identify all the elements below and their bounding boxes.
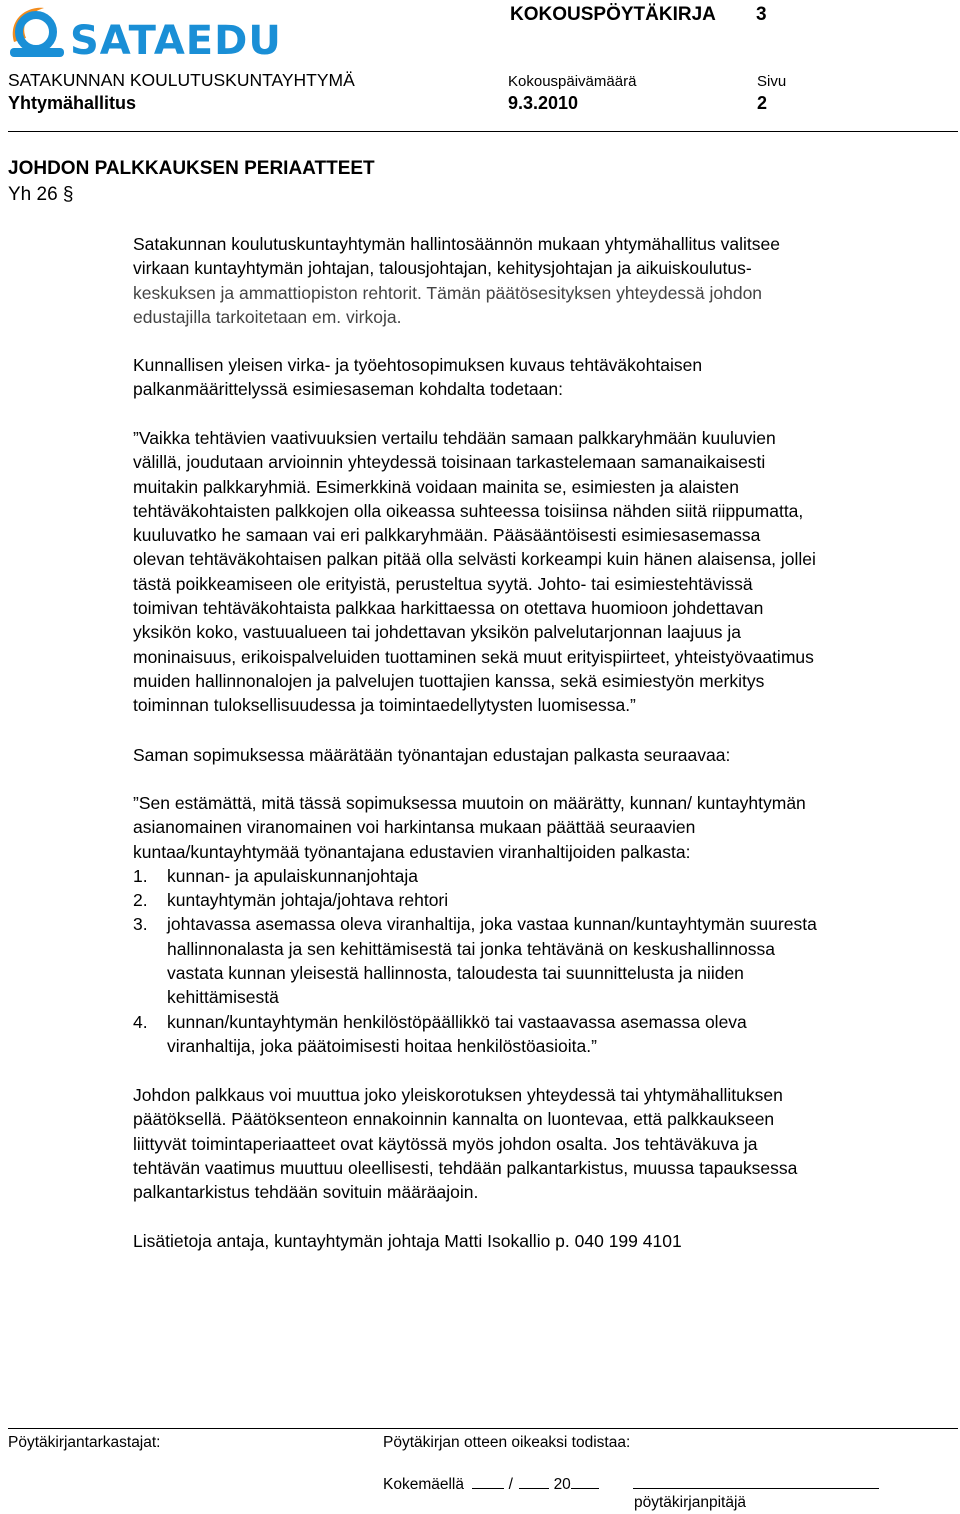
quote-employer-pay xyxy=(133,791,955,1058)
pay-changes-paragraph xyxy=(133,1083,955,1204)
text-line: kuntaa/kuntayhtymää työnantajana edustavien viranhaltijoiden palkasta: xyxy=(133,841,691,862)
meeting-date-label: Kokouspäivämäärä xyxy=(508,73,637,90)
document-title: KOKOUSPÖYTÄKIRJA xyxy=(510,4,716,25)
page-number: 2 xyxy=(757,93,768,113)
year-blank xyxy=(571,1474,599,1489)
list-item xyxy=(133,888,955,912)
text-line: muiden hallinnonalojen ja palvelujen tuottajien kanssa, sekä esimiestyön merkitys xyxy=(133,670,765,691)
signature-line xyxy=(383,1474,879,1494)
list-number: 3. xyxy=(133,914,148,935)
logo-mark-icon xyxy=(10,8,64,57)
keeper-signature-blank xyxy=(633,1474,879,1489)
text-line: palkantarkistus tehdään sovituin määräajoin. xyxy=(133,1182,479,1203)
text-line: ”Vaikka tehtävien vaativuuksien vertailu tehdään samaan palkkaryhmään kuuluvien xyxy=(133,428,776,448)
text-line: kuuluvatko he samaan vai eri palkkaryhmään. Pääsääntöisesti esimiesasemassa xyxy=(133,525,761,546)
list-number: 1. xyxy=(133,865,148,886)
text-line: hallinnonalasta ja sen kehittämisestä tai jonka tehtävänä on keskushallinnossa xyxy=(167,938,776,959)
text-line: moninaisuus, erikoispalveluiden tuottaminen sekä muut erityispiirteet, yhteistyövaatimus xyxy=(133,646,814,667)
text-line: kehittämisestä xyxy=(167,987,279,1008)
certified-label: Pöytäkirjan otteen oikeaksi todistaa: xyxy=(383,1434,631,1451)
text-line: muitakin palkkaryhmiä. Esimerkkinä voidaan mainita se, esimiesten ja alaisten xyxy=(133,476,739,497)
logo-text: SATAEDU xyxy=(70,18,282,64)
text-line: vastata kunnan yleisestä hallinnosta, taloudesta tai suunnittelusta ja niiden xyxy=(167,963,744,984)
text-line: liittyvät toimintaperiaatteet ovat käytössä myös johdon osalta. Jos tehtäväkuva ja xyxy=(133,1133,758,1154)
text-line: keskuksen ja ammattiopiston rehtorit. Tämän päätösesityksen yhteydessä johdon xyxy=(133,282,763,303)
official-list xyxy=(133,864,955,1058)
place-name: Kokemäellä xyxy=(383,1476,464,1493)
section-number: Yh 26 § xyxy=(8,184,74,205)
quote-supervisor-pay xyxy=(133,426,955,718)
text-line: kunnan- ja apulaiskunnanjohtaja xyxy=(167,865,419,886)
header-divider xyxy=(8,131,958,132)
text-line: viranhaltija, joka päätoimisesti hoitaa henkilöstöasioita.” xyxy=(167,1035,597,1056)
page-label: Sivu xyxy=(757,73,787,90)
year-prefix: 20 xyxy=(553,1476,571,1493)
department-name: Yhtymähallitus xyxy=(8,93,137,113)
reviewers-label: Pöytäkirjantarkastajat: xyxy=(8,1434,161,1451)
text-line: kuntayhtymän johtaja/johtava rehtori xyxy=(167,890,449,911)
text-line: johtavassa asemassa oleva viranhaltija, joka vastaa kunnan/kuntayhtymän suuresta xyxy=(167,914,817,935)
meeting-date: 9.3.2010 xyxy=(508,93,579,113)
employer-heading xyxy=(133,743,955,767)
date-separator: / xyxy=(508,1476,513,1493)
keeper-label: pöytäkirjanpitäjä xyxy=(634,1494,747,1511)
text-line: Kunnallisen yleisen virka- ja työehtosopimuksen kuvaus tehtäväkohtaisen xyxy=(133,355,703,375)
day-blank xyxy=(472,1474,504,1489)
contact-line: Lisätietoja antaja, kuntayhtymän johtaja Matti Isokallio p. 040 199 4101 xyxy=(133,1231,682,1251)
text-line: päätöksellä. Päätöksenteon ennakoinnin kannalta on luontevaa, että palkkaukseen xyxy=(133,1109,775,1130)
text-line: Saman sopimuksessa määrätään työnantajan edustajan palkasta seuraavaa: xyxy=(133,745,731,765)
text-line: tehtäväkohtaisten palkkojen olla oikeassa suhteessa toisiinsa nähden siitä riippumatta, xyxy=(133,500,804,521)
sataedu-logo xyxy=(6,2,282,64)
list-item xyxy=(133,864,955,888)
section-title: JOHDON PALKKAUKSEN PERIAATTEET xyxy=(8,158,375,179)
month-blank xyxy=(519,1474,549,1489)
list-item xyxy=(133,1010,955,1059)
text-line: Satakunnan koulutuskuntayhtymän hallintosäännön mukaan yhtymähallitus valitsee xyxy=(133,234,780,254)
footer-divider xyxy=(8,1428,958,1429)
organization-name: SATAKUNNAN KOULUTUSKUNTAYHTYMÄ xyxy=(8,70,355,90)
text-line: edustajilla tarkoitetaan em. virkoja. xyxy=(133,306,402,327)
text-line: toiminnan tuloksellisuudessa ja toimintaedellytysten luomisessa.” xyxy=(133,695,636,716)
text-line: kunnan/kuntayhtymän henkilöstöpäällikkö tai vastaavassa asemassa oleva xyxy=(167,1011,747,1032)
text-line: toimivan tehtäväkohtaista palkkaa harkittaessa on otettava huomioon johdettavan xyxy=(133,598,764,619)
text-line: palkanmäärittelyssä esimiesaseman kohdalta todetaan: xyxy=(133,379,563,400)
sataedu-logo-graphic xyxy=(6,2,282,64)
text-line: olevan tehtäväkohtaisen palkan pitää olla selvästi korkeampi kuin hänen alaisensa, jollei xyxy=(133,549,816,570)
text-line: virkaan kuntayhtymän johtajan, talousjohtajan, kehitysjohtajan ja aikuiskoulutus- xyxy=(133,258,752,279)
list-number: 4. xyxy=(133,1011,148,1032)
text-line: Johdon palkkaus voi muuttua joko yleiskorotuksen yhteydessä tai yhtymähallituksen xyxy=(133,1085,783,1105)
text-line: tästä poikkeamiseen ole erityistä, perusteltua syytä. Johto- tai esimiestehtävissä xyxy=(133,573,753,594)
kvtes-paragraph xyxy=(133,353,955,402)
text-line: ”Sen estämättä, mitä tässä sopimuksessa muutoin on määrätty, kunnan/ kuntayhtymän xyxy=(133,793,806,813)
text-line: asianomainen viranomainen voi harkintansa mukaan päättää seuraavien xyxy=(133,817,696,838)
list-item xyxy=(133,912,955,1009)
text-line: välillä, joudutaan arvioinnin yhteydessä toisinaan tarkastelemaan samanaikaisesti xyxy=(133,452,766,473)
document-number: 3 xyxy=(756,4,767,25)
contact-paragraph xyxy=(133,1229,955,1253)
text-line: yksikön koko, vastuualueen tai johdettavan yksikön palvelutarjonnan laajuus ja xyxy=(133,622,742,643)
intro-paragraph xyxy=(133,232,955,329)
list-number: 2. xyxy=(133,890,148,911)
text-line: tehtävän vaatimus muuttuu oleellisesti, tehdään palkantarkistus, muussa tapauksessa xyxy=(133,1157,798,1178)
